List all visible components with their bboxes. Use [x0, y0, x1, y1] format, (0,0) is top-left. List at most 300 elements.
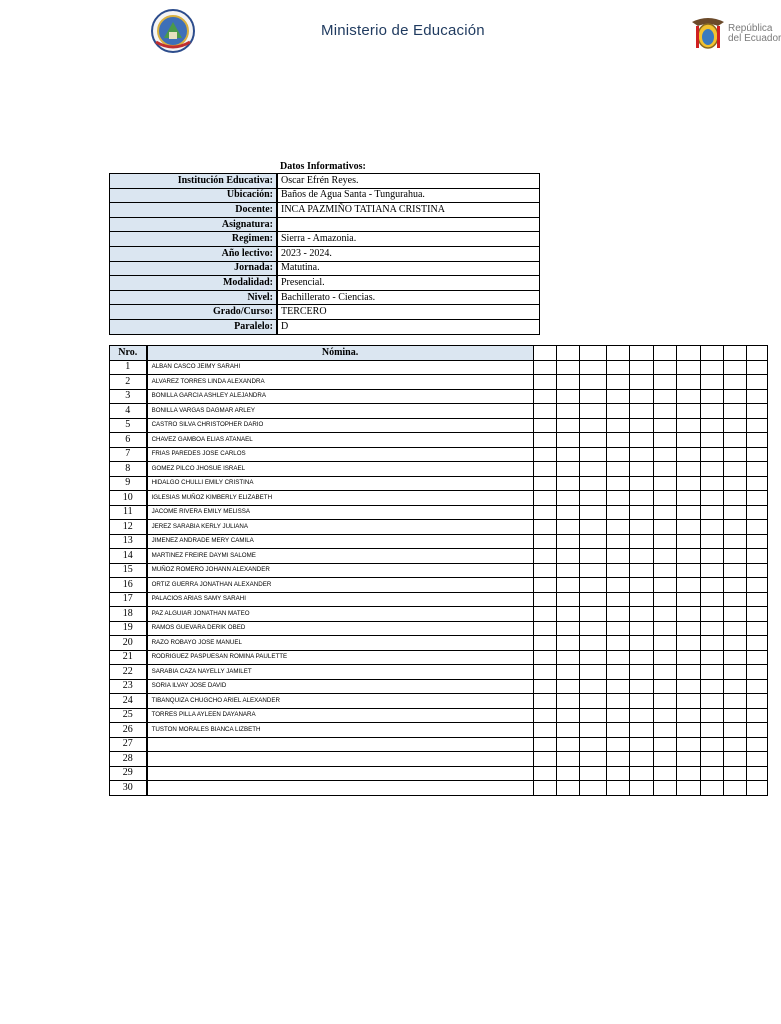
grade-cell — [556, 636, 579, 651]
grade-cell — [747, 375, 768, 390]
grade-cell — [630, 433, 653, 448]
grade-cell — [580, 462, 606, 477]
grade-cell — [580, 621, 606, 636]
table-row — [110, 665, 768, 680]
grade-cell — [723, 447, 746, 462]
grade-cell — [606, 375, 629, 390]
grade-cell — [747, 447, 768, 462]
grade-cell — [556, 679, 579, 694]
grade-cell — [723, 578, 746, 593]
grade-cell — [653, 665, 676, 680]
grade-cell — [580, 636, 606, 651]
info-label: Asignatura: — [110, 217, 278, 232]
grade-cell — [723, 592, 746, 607]
grade-cell — [556, 447, 579, 462]
table-row — [110, 737, 768, 752]
grade-cell — [606, 433, 629, 448]
row-number: 24 — [110, 694, 147, 709]
grade-cell — [606, 752, 629, 767]
grade-cell — [700, 752, 723, 767]
student-name: ORTIZ GUERRA JONATHAN ALEXANDER — [147, 578, 533, 593]
grade-cell — [723, 505, 746, 520]
info-title: Datos Informativos: — [280, 161, 366, 172]
grade-header-cell — [653, 346, 676, 361]
grade-cell — [556, 694, 579, 709]
grade-cell — [747, 520, 768, 535]
table-row — [110, 650, 768, 665]
grade-cell — [700, 404, 723, 419]
row-number: 6 — [110, 433, 147, 448]
grade-header-cell — [700, 346, 723, 361]
grade-cell — [606, 549, 629, 564]
info-value: D — [277, 319, 540, 334]
grade-cell — [533, 534, 556, 549]
table-row — [110, 476, 768, 491]
grade-cell — [630, 694, 653, 709]
grade-cell — [630, 723, 653, 738]
grade-cell — [723, 491, 746, 506]
grade-cell — [723, 389, 746, 404]
grade-cell — [677, 375, 700, 390]
row-number: 1 — [110, 360, 147, 375]
grade-cell — [630, 752, 653, 767]
grade-cell — [653, 723, 676, 738]
grade-cell — [580, 433, 606, 448]
student-name: IGLESIAS MUÑOZ KIMBERLY ELIZABETH — [147, 491, 533, 506]
info-row — [110, 261, 540, 276]
grade-cell — [630, 650, 653, 665]
grade-cell — [700, 650, 723, 665]
grade-cell — [700, 520, 723, 535]
row-number: 19 — [110, 621, 147, 636]
grade-cell — [700, 549, 723, 564]
info-label: Institución Educativa: — [110, 174, 278, 189]
grade-cell — [677, 708, 700, 723]
grade-cell — [747, 621, 768, 636]
grade-cell — [580, 708, 606, 723]
info-value: Matutina. — [277, 261, 540, 276]
republica-label — [728, 24, 781, 44]
grade-cell — [630, 389, 653, 404]
grade-cell — [580, 534, 606, 549]
grade-cell — [533, 694, 556, 709]
grade-cell — [700, 563, 723, 578]
info-label: Jornada: — [110, 261, 278, 276]
grade-cell — [677, 549, 700, 564]
grade-cell — [747, 476, 768, 491]
grade-cell — [533, 752, 556, 767]
grade-cell — [653, 476, 676, 491]
info-row — [110, 232, 540, 247]
table-row — [110, 607, 768, 622]
student-name: CASTRO SILVA CHRISTOPHER DARIO — [147, 418, 533, 433]
grade-header-cell — [606, 346, 629, 361]
grade-cell — [533, 636, 556, 651]
grade-cell — [723, 752, 746, 767]
republica-line1: República — [728, 23, 773, 34]
info-value: TERCERO — [277, 305, 540, 320]
grade-cell — [747, 708, 768, 723]
grade-cell — [533, 447, 556, 462]
republica-line2: del Ecuador — [728, 33, 781, 44]
grade-header-cell — [747, 346, 768, 361]
grade-cell — [747, 505, 768, 520]
grade-cell — [747, 404, 768, 419]
student-name: TUSTON MORALES BIANCA LIZBETH — [147, 723, 533, 738]
row-number: 26 — [110, 723, 147, 738]
grade-cell — [630, 766, 653, 781]
grade-cell — [700, 665, 723, 680]
student-name: MARTINEZ FREIRE DAYMI SALOME — [147, 549, 533, 564]
ministry-title: Ministerio de Educación — [321, 22, 485, 39]
row-number: 5 — [110, 418, 147, 433]
grade-cell — [723, 476, 746, 491]
row-number: 30 — [110, 781, 147, 796]
row-number: 12 — [110, 520, 147, 535]
grade-cell — [606, 447, 629, 462]
table-row — [110, 389, 768, 404]
grade-cell — [700, 621, 723, 636]
grade-cell — [606, 621, 629, 636]
grade-cell — [606, 665, 629, 680]
grade-cell — [700, 389, 723, 404]
table-row — [110, 679, 768, 694]
info-row — [110, 203, 540, 218]
grade-cell — [653, 520, 676, 535]
grade-cell — [653, 447, 676, 462]
grade-cell — [653, 505, 676, 520]
grade-cell — [677, 694, 700, 709]
grade-cell — [556, 491, 579, 506]
grade-cell — [556, 476, 579, 491]
grade-cell — [533, 708, 556, 723]
table-row — [110, 360, 768, 375]
student-name: BONILLA VARGAS DAGMAR ARLEY — [147, 404, 533, 419]
row-number: 2 — [110, 375, 147, 390]
grade-cell — [580, 679, 606, 694]
grade-cell — [723, 418, 746, 433]
grade-cell — [556, 433, 579, 448]
grade-cell — [556, 375, 579, 390]
grade-cell — [556, 708, 579, 723]
table-row — [110, 549, 768, 564]
grade-cell — [556, 752, 579, 767]
grade-cell — [533, 505, 556, 520]
grade-header-cell — [677, 346, 700, 361]
roster-table — [109, 345, 768, 796]
row-number: 22 — [110, 665, 147, 680]
grade-cell — [533, 418, 556, 433]
grade-cell — [533, 665, 556, 680]
grade-cell — [700, 447, 723, 462]
grade-cell — [533, 592, 556, 607]
grade-cell — [723, 607, 746, 622]
grade-cell — [630, 636, 653, 651]
grade-cell — [747, 592, 768, 607]
info-table — [109, 173, 540, 335]
grade-cell — [580, 694, 606, 709]
grade-cell — [700, 723, 723, 738]
grade-cell — [723, 650, 746, 665]
row-number: 28 — [110, 752, 147, 767]
grade-cell — [580, 592, 606, 607]
student-name: ALVAREZ TORRES LINDA ALEXANDRA — [147, 375, 533, 390]
student-name: SORIA ILVAY JOSE DAVID — [147, 679, 533, 694]
row-number: 29 — [110, 766, 147, 781]
grade-cell — [533, 737, 556, 752]
table-row — [110, 462, 768, 477]
grade-cell — [630, 447, 653, 462]
grade-cell — [606, 592, 629, 607]
info-row — [110, 276, 540, 291]
row-number: 7 — [110, 447, 147, 462]
grade-cell — [580, 505, 606, 520]
grade-cell — [606, 462, 629, 477]
grade-cell — [606, 766, 629, 781]
grade-cell — [630, 665, 653, 680]
row-number: 14 — [110, 549, 147, 564]
grade-cell — [700, 476, 723, 491]
grade-cell — [747, 534, 768, 549]
info-row — [110, 246, 540, 261]
grade-cell — [723, 694, 746, 709]
grade-cell — [606, 679, 629, 694]
grade-cell — [723, 621, 746, 636]
grade-cell — [747, 752, 768, 767]
grade-cell — [653, 549, 676, 564]
grade-cell — [700, 360, 723, 375]
grade-cell — [533, 578, 556, 593]
grade-cell — [630, 781, 653, 796]
grade-cell — [653, 766, 676, 781]
row-number: 3 — [110, 389, 147, 404]
row-number: 16 — [110, 578, 147, 593]
grade-cell — [580, 549, 606, 564]
grade-cell — [556, 607, 579, 622]
grade-cell — [533, 404, 556, 419]
grade-cell — [677, 389, 700, 404]
info-value: Baños de Agua Santa - Tungurahua. — [277, 188, 540, 203]
table-row — [110, 781, 768, 796]
grade-cell — [556, 462, 579, 477]
info-row — [110, 319, 540, 334]
grade-cell — [653, 360, 676, 375]
grade-cell — [653, 636, 676, 651]
grade-cell — [630, 505, 653, 520]
grade-cell — [533, 433, 556, 448]
grade-cell — [723, 520, 746, 535]
grade-cell — [556, 549, 579, 564]
grade-cell — [677, 636, 700, 651]
student-name: TORRES PILLA AYLEEN DAYANARA — [147, 708, 533, 723]
grade-cell — [653, 534, 676, 549]
grade-cell — [533, 563, 556, 578]
info-value: 2023 - 2024. — [277, 246, 540, 261]
student-name — [147, 781, 533, 796]
grade-cell — [653, 708, 676, 723]
grade-cell — [580, 752, 606, 767]
grade-cell — [747, 433, 768, 448]
grade-cell — [580, 375, 606, 390]
grade-cell — [580, 578, 606, 593]
grade-cell — [533, 607, 556, 622]
student-name: JACOME RIVERA EMILY MELISSA — [147, 505, 533, 520]
grade-cell — [700, 766, 723, 781]
student-name: JEREZ SARABIA KERLY JULIANA — [147, 520, 533, 535]
row-number: 9 — [110, 476, 147, 491]
grade-cell — [630, 563, 653, 578]
grade-cell — [723, 665, 746, 680]
grade-cell — [653, 375, 676, 390]
grade-cell — [723, 534, 746, 549]
grade-cell — [580, 360, 606, 375]
grade-cell — [533, 723, 556, 738]
table-row — [110, 766, 768, 781]
roster-header-row — [110, 346, 768, 361]
info-label: Ubicación: — [110, 188, 278, 203]
grade-cell — [606, 520, 629, 535]
grade-cell — [700, 491, 723, 506]
grade-cell — [580, 389, 606, 404]
grade-cell — [533, 766, 556, 781]
coat-of-arms-icon — [688, 14, 728, 52]
grade-cell — [556, 505, 579, 520]
grade-cell — [747, 389, 768, 404]
grade-cell — [533, 375, 556, 390]
grade-cell — [556, 665, 579, 680]
grade-cell — [677, 360, 700, 375]
info-label: Grado/Curso: — [110, 305, 278, 320]
grade-cell — [630, 737, 653, 752]
student-name: CHAVEZ GAMBOA ELIAS ATANAEL — [147, 433, 533, 448]
student-name: PALACIOS ARIAS SAMY SARAHI — [147, 592, 533, 607]
grade-cell — [606, 534, 629, 549]
grade-cell — [533, 520, 556, 535]
grade-cell — [677, 476, 700, 491]
table-row — [110, 447, 768, 462]
grade-cell — [580, 723, 606, 738]
grade-cell — [723, 737, 746, 752]
grade-cell — [677, 433, 700, 448]
grade-cell — [723, 766, 746, 781]
col-nro-header: Nro. — [110, 346, 147, 361]
table-row — [110, 636, 768, 651]
grade-cell — [700, 592, 723, 607]
grade-cell — [700, 781, 723, 796]
grade-cell — [747, 607, 768, 622]
grade-cell — [630, 476, 653, 491]
grade-cell — [677, 781, 700, 796]
student-name — [147, 766, 533, 781]
grade-cell — [653, 418, 676, 433]
info-row — [110, 290, 540, 305]
grade-cell — [677, 534, 700, 549]
grade-cell — [747, 665, 768, 680]
grade-cell — [653, 737, 676, 752]
student-name: TIBANQUIZA CHUGCHO ARIEL ALEXANDER — [147, 694, 533, 709]
table-row — [110, 404, 768, 419]
grade-cell — [533, 621, 556, 636]
grade-cell — [556, 592, 579, 607]
grade-cell — [580, 563, 606, 578]
grade-cell — [580, 418, 606, 433]
grade-cell — [653, 404, 676, 419]
grade-cell — [580, 766, 606, 781]
student-name: RODRIGUEZ PASPUESAN ROMINA PAULETTE — [147, 650, 533, 665]
grade-cell — [747, 360, 768, 375]
row-number: 11 — [110, 505, 147, 520]
table-row — [110, 520, 768, 535]
grade-cell — [580, 650, 606, 665]
grade-cell — [677, 723, 700, 738]
grade-cell — [606, 578, 629, 593]
student-name — [147, 752, 533, 767]
table-row — [110, 505, 768, 520]
grade-cell — [580, 737, 606, 752]
grade-cell — [533, 650, 556, 665]
grade-header-cell — [630, 346, 653, 361]
grade-cell — [700, 694, 723, 709]
grade-cell — [677, 592, 700, 607]
table-row — [110, 563, 768, 578]
grade-cell — [677, 505, 700, 520]
grade-cell — [723, 462, 746, 477]
table-row — [110, 578, 768, 593]
student-name: HIDALGO CHULLI EMILY CRISTINA — [147, 476, 533, 491]
grade-cell — [747, 679, 768, 694]
grade-cell — [606, 737, 629, 752]
row-number: 25 — [110, 708, 147, 723]
grade-cell — [556, 360, 579, 375]
grade-cell — [747, 636, 768, 651]
grade-cell — [606, 418, 629, 433]
table-row — [110, 592, 768, 607]
grade-cell — [677, 418, 700, 433]
grade-cell — [630, 621, 653, 636]
school-logo-icon — [150, 8, 196, 54]
grade-cell — [653, 389, 676, 404]
grade-cell — [723, 404, 746, 419]
student-name: SARABIA CAZA NAYELLY JAMILET — [147, 665, 533, 680]
student-name: GOMEZ PILCO JHOSUE ISRAEL — [147, 462, 533, 477]
grade-cell — [653, 433, 676, 448]
info-row — [110, 188, 540, 203]
grade-cell — [630, 578, 653, 593]
info-row — [110, 217, 540, 232]
student-name: RAMOS GUEVARA DERIK OBED — [147, 621, 533, 636]
grade-cell — [556, 621, 579, 636]
grade-cell — [700, 375, 723, 390]
grade-cell — [677, 491, 700, 506]
info-row — [110, 174, 540, 189]
grade-cell — [700, 636, 723, 651]
grade-cell — [630, 549, 653, 564]
grade-cell — [653, 592, 676, 607]
grade-cell — [580, 520, 606, 535]
grade-cell — [580, 491, 606, 506]
grade-cell — [723, 360, 746, 375]
info-value — [277, 217, 540, 232]
grade-cell — [677, 462, 700, 477]
row-number: 18 — [110, 607, 147, 622]
grade-cell — [606, 636, 629, 651]
grade-cell — [606, 723, 629, 738]
info-row — [110, 305, 540, 320]
grade-cell — [580, 476, 606, 491]
grade-cell — [630, 520, 653, 535]
grade-cell — [630, 491, 653, 506]
grade-cell — [700, 737, 723, 752]
